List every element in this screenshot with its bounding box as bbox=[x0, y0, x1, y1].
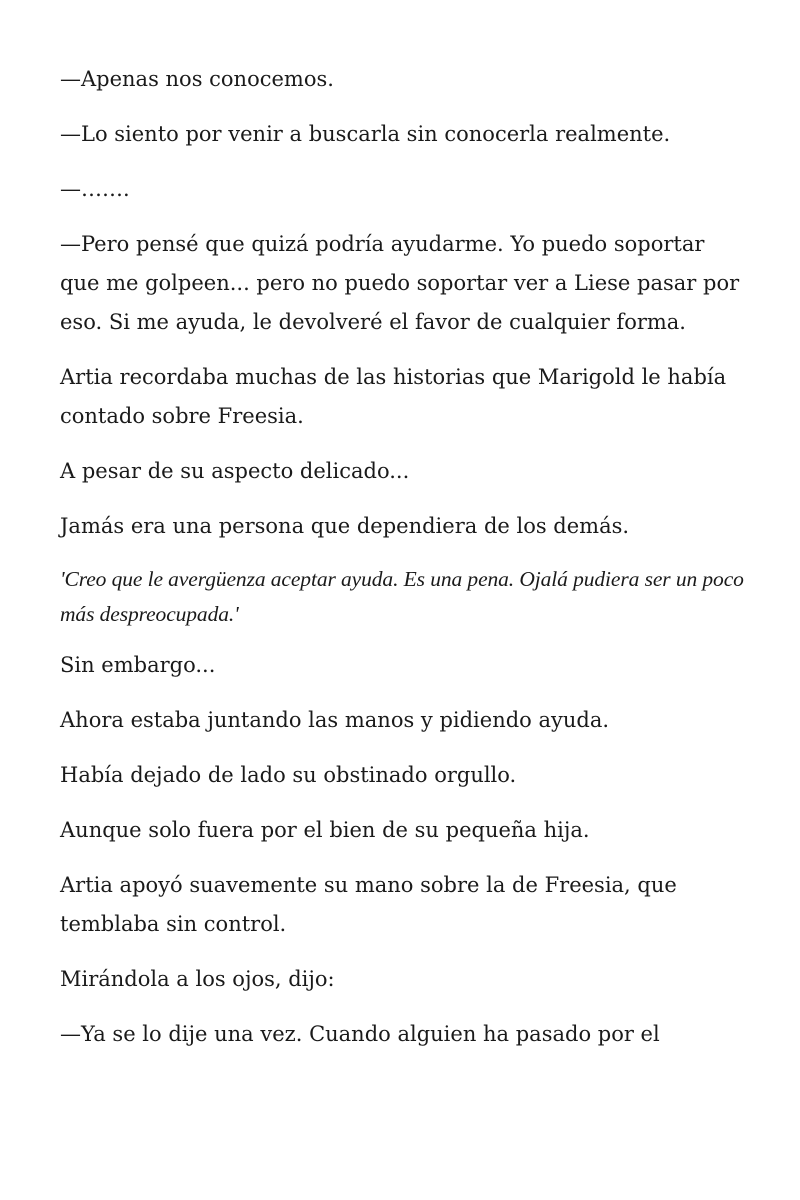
paragraph: —Ya se lo dije una vez. Cuando alguien ha pasado por el bbox=[60, 1022, 660, 1046]
paragraph: —Apenas nos conocemos. bbox=[60, 67, 334, 91]
paragraph: A pesar de su aspecto delicado... bbox=[60, 459, 410, 483]
document-body bbox=[60, 60, 750, 1070]
paragraph: Artia recordaba muchas de las historias que Marigold le había contado sobre Freesia. bbox=[60, 365, 727, 428]
paragraph: Ahora estaba juntando las manos y pidiendo ayuda. bbox=[60, 708, 610, 732]
paragraph: —……. bbox=[60, 177, 130, 201]
paragraph: Jamás era una persona que dependiera de los demás. bbox=[60, 514, 630, 538]
paragraph: Sin embargo... bbox=[60, 653, 216, 677]
paragraph: Mirándola a los ojos, dijo: bbox=[60, 967, 335, 991]
paragraph: —Lo siento por venir a buscarla sin conocerla realmente. bbox=[60, 122, 671, 146]
paragraph: Artia apoyó suavemente su mano sobre la de Freesia, que temblaba sin control. bbox=[60, 873, 677, 936]
italic-thought-paragraph: 'Creo que le avergüenza aceptar ayuda. Es una pena. Ojalá pudiera ser un poco más despreocupada.' bbox=[60, 567, 744, 626]
paragraph: Había dejado de lado su obstinado orgullo. bbox=[60, 763, 517, 787]
paragraph: —Pero pensé que quizá podría ayudarme. Yo puedo soportar que me golpeen... pero no puedo soportar ver a Liese pasar por eso. Si me ayuda, le devolveré el favor de cualquier forma. bbox=[60, 232, 740, 334]
paragraph: Aunque solo fuera por el bien de su pequeña hija. bbox=[60, 818, 590, 842]
